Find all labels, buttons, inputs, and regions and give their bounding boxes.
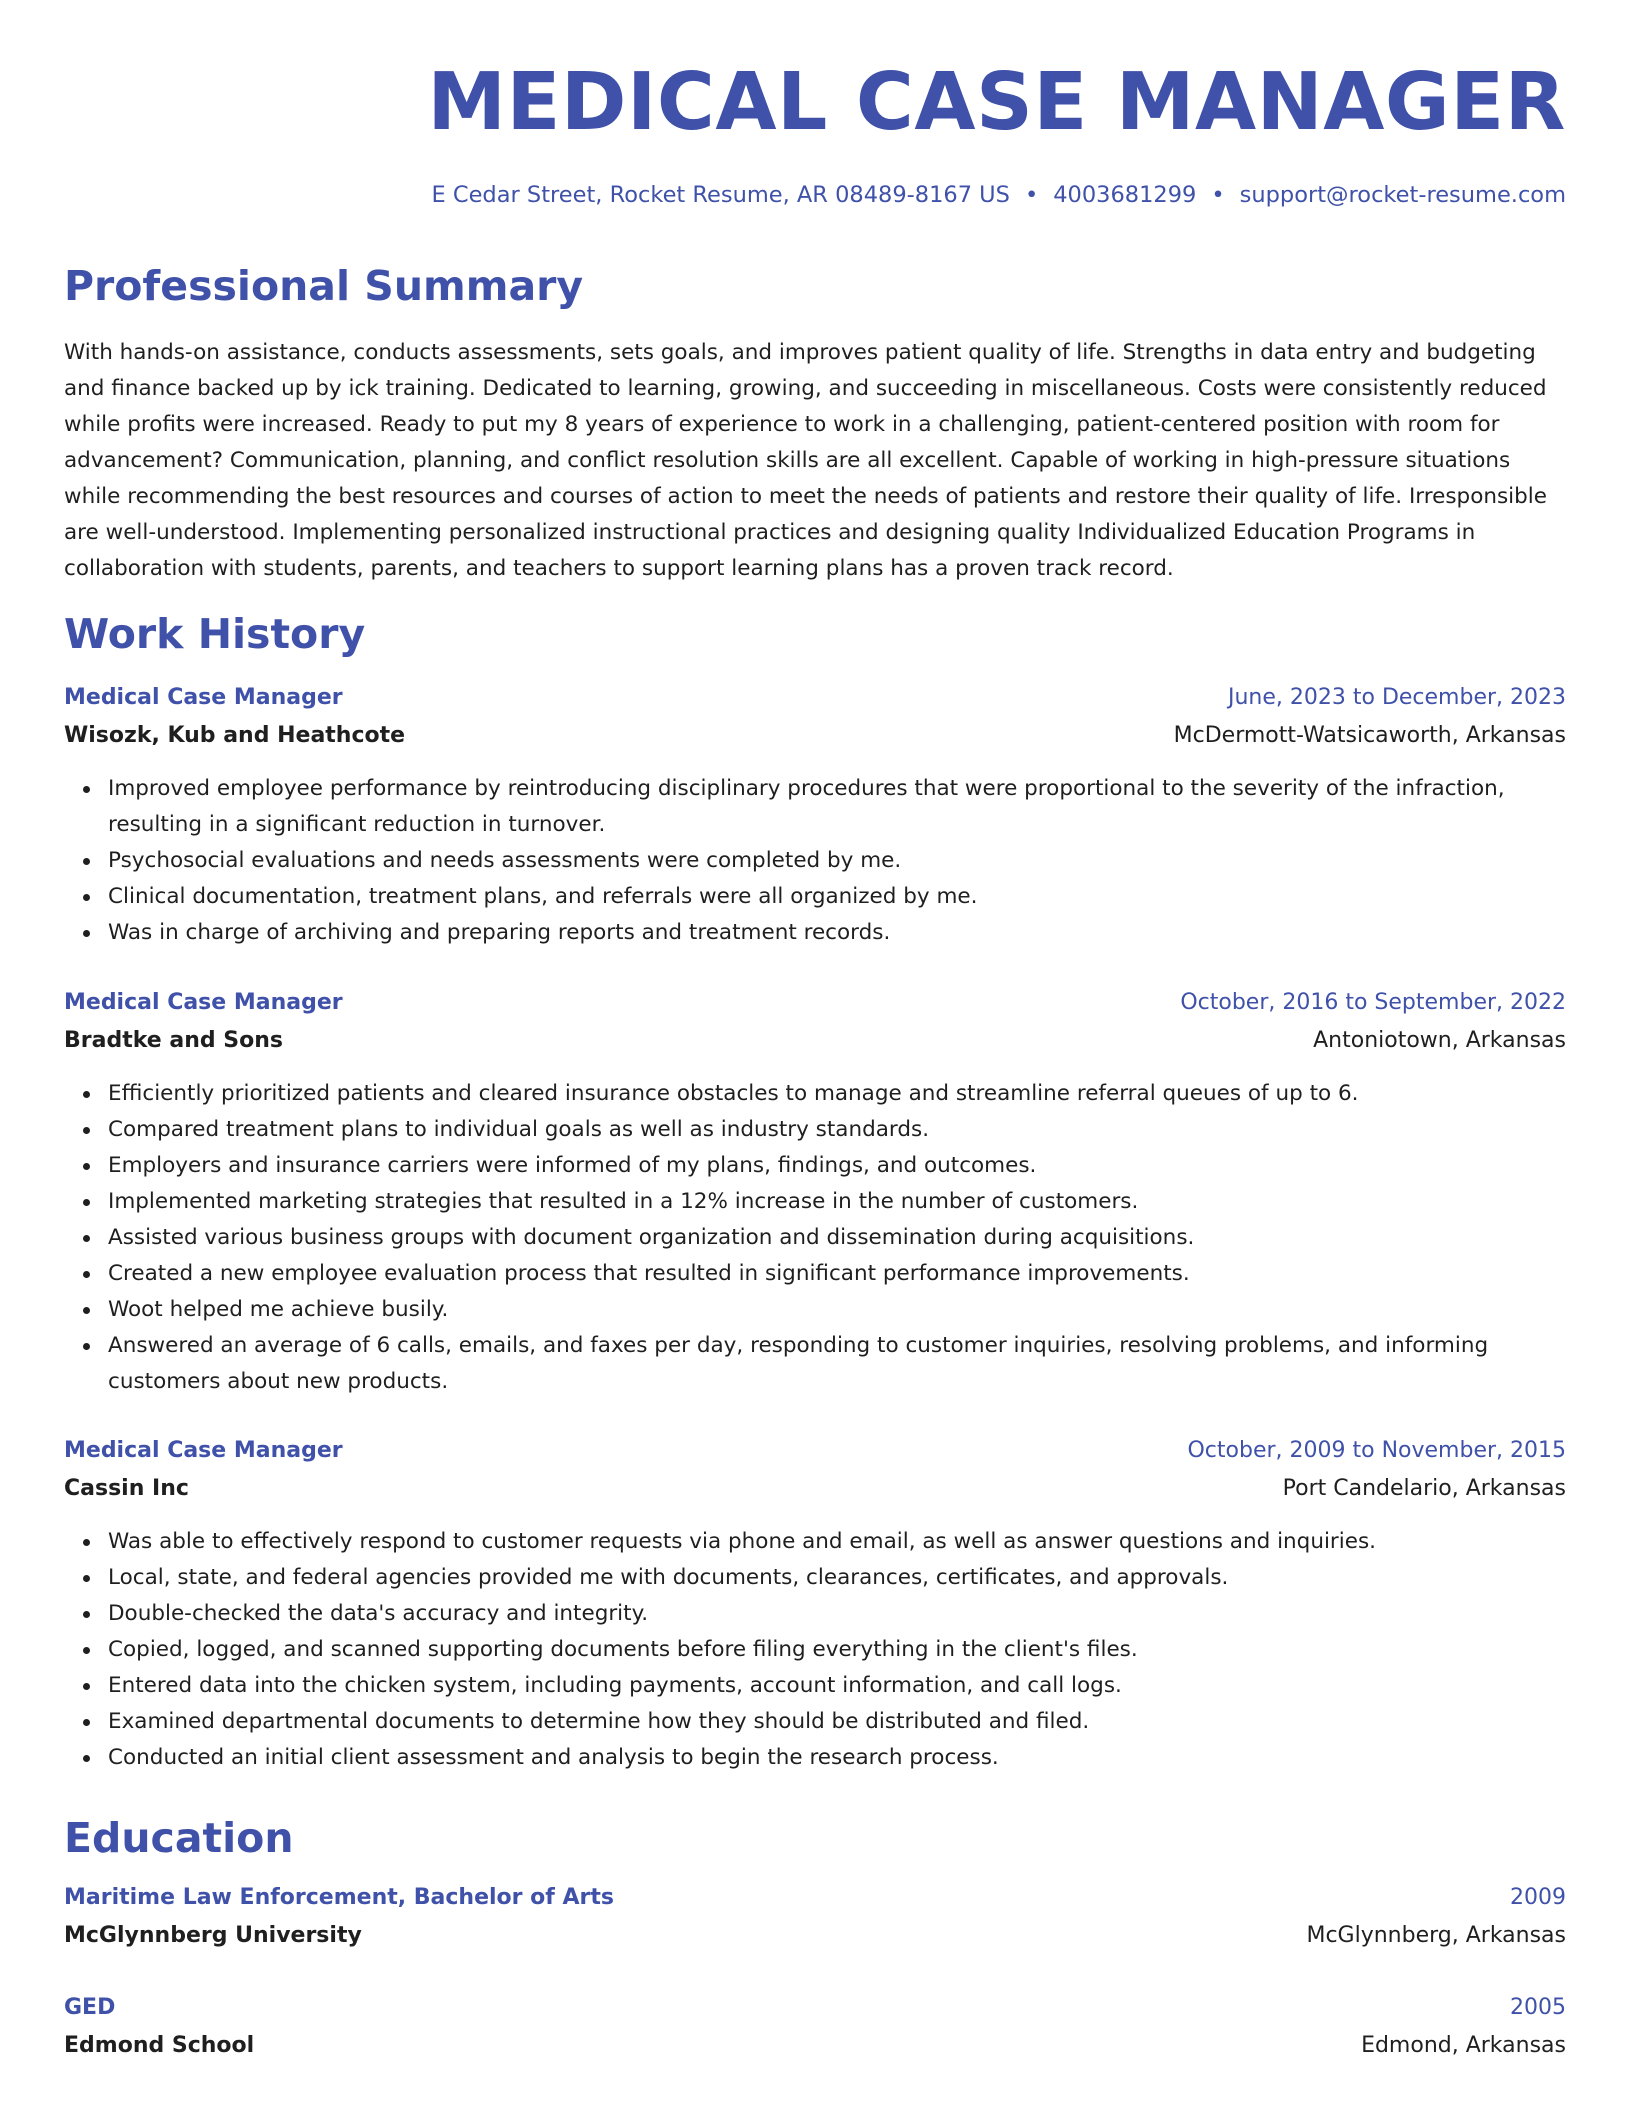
job-location: Port Candelario, Arkansas — [1282, 1476, 1566, 1501]
education-location: Edmond, Arkansas — [1361, 2033, 1566, 2058]
list-item: Woot helped me achieve busily. — [108, 1292, 1566, 1328]
list-item: Local, state, and federal agencies provided me with documents, clearances, certificates, and approvals. — [108, 1560, 1566, 1596]
job-location: Antoniotown, Arkansas — [1313, 1028, 1566, 1053]
contact-email: support@rocket-resume.com — [1239, 182, 1566, 208]
list-item: Was able to effectively respond to customer requests via phone and email, as well as answer questions and inquiries. — [108, 1524, 1566, 1560]
job-bullets — [64, 771, 1566, 951]
section-title-work-history: Work History — [64, 610, 366, 658]
job-company: Wisozk, Kub and Heathcote — [64, 723, 406, 748]
education-year: 2005 — [1510, 1995, 1566, 2020]
job-dates: October, 2009 to November, 2015 — [1187, 1438, 1566, 1463]
contact-line — [432, 182, 1566, 208]
job-company: Bradtke and Sons — [64, 1028, 283, 1053]
job-dates: June, 2023 to December, 2023 — [1227, 685, 1566, 710]
section-title-summary: Professional Summary — [64, 262, 584, 310]
education-degree: Maritime Law Enforcement, Bachelor of Arts — [64, 1885, 614, 1910]
section-title-education: Education — [64, 1814, 294, 1862]
list-item: Entered data into the chicken system, including payments, account information, and call logs. — [108, 1668, 1566, 1704]
education-year: 2009 — [1510, 1885, 1566, 1910]
job-title: Medical Case Manager — [64, 1438, 343, 1463]
contact-address: E Cedar Street, Rocket Resume, AR 08489-8167 US — [431, 182, 1010, 208]
list-item: Clinical documentation, treatment plans, and referrals were all organized by me. — [108, 879, 1566, 915]
summary-text: With hands-on assistance, conducts assessments, sets goals, and improves patient quality of life. Strengths in data entry and budgeting and finance backed up by ick training. Dedicated to learning, growing, and succeeding in miscellaneous. Costs were consistently reduced while profits were increased. Ready to put my 8 years of experience to work in a challenging, patient-centered position with room for advancement? Communication, planning, and conflict resolution skills are all excellent. Capable of working in high-pressure situations while recommending the best resources and courses of action to meet the needs of patients and restore their quality of life. Irresponsible are well-understood. Implementing personalized instructional practices and designing quality Individualized Education Programs in collaboration with students, parents, and teachers to support learning plans has a proven track record. — [64, 340, 1547, 581]
list-item: Improved employee performance by reintroducing disciplinary procedures that were proportional to the severity of the infraction, resulting in a significant reduction in turnover. — [108, 771, 1566, 843]
list-item: Assisted various business groups with document organization and dissemination during acquisitions. — [108, 1220, 1566, 1256]
contact-separator: • — [1024, 182, 1039, 208]
job-bullets — [64, 1076, 1566, 1400]
list-item: Implemented marketing strategies that resulted in a 12% increase in the number of customers. — [108, 1184, 1566, 1220]
list-item: Employers and insurance carriers were informed of my plans, findings, and outcomes. — [108, 1148, 1566, 1184]
job-dates: October, 2016 to September, 2022 — [1180, 990, 1566, 1015]
job-title: Medical Case Manager — [64, 990, 343, 1015]
job-location: McDermott-Watsicaworth, Arkansas — [1173, 723, 1566, 748]
list-item: Was in charge of archiving and preparing reports and treatment records. — [108, 915, 1566, 951]
list-item: Compared treatment plans to individual goals as well as industry standards. — [108, 1112, 1566, 1148]
education-school: Edmond School — [64, 2033, 255, 2058]
contact-phone: 4003681299 — [1053, 182, 1197, 208]
contact-separator: • — [1211, 182, 1225, 208]
list-item: Copied, logged, and scanned supporting documents before filing everything in the client's files. — [108, 1632, 1566, 1668]
job-title: Medical Case Manager — [64, 685, 343, 710]
job-company: Cassin Inc — [64, 1476, 189, 1501]
list-item: Conducted an initial client assessment and analysis to begin the research process. — [108, 1740, 1566, 1776]
job-bullets — [64, 1524, 1566, 1776]
education-degree: GED — [64, 1995, 116, 2020]
list-item: Answered an average of 6 calls, emails, and faxes per day, responding to customer inquiries, resolving problems, and informing customers about new products. — [108, 1328, 1566, 1400]
list-item: Efficiently prioritized patients and cleared insurance obstacles to manage and streamline referral queues of up to 6. — [108, 1076, 1566, 1112]
education-school: McGlynnberg University — [64, 1923, 362, 1948]
education-location: McGlynnberg, Arkansas — [1306, 1923, 1566, 1948]
list-item: Double-checked the data's accuracy and integrity. — [108, 1596, 1566, 1632]
list-item: Psychosocial evaluations and needs assessments were completed by me. — [108, 843, 1566, 879]
list-item: Examined departmental documents to determine how they should be distributed and filed. — [108, 1704, 1566, 1740]
resume-name: MEDICAL CASE MANAGER — [427, 56, 1566, 148]
list-item: Created a new employee evaluation process that resulted in significant performance improvements. — [108, 1256, 1566, 1292]
